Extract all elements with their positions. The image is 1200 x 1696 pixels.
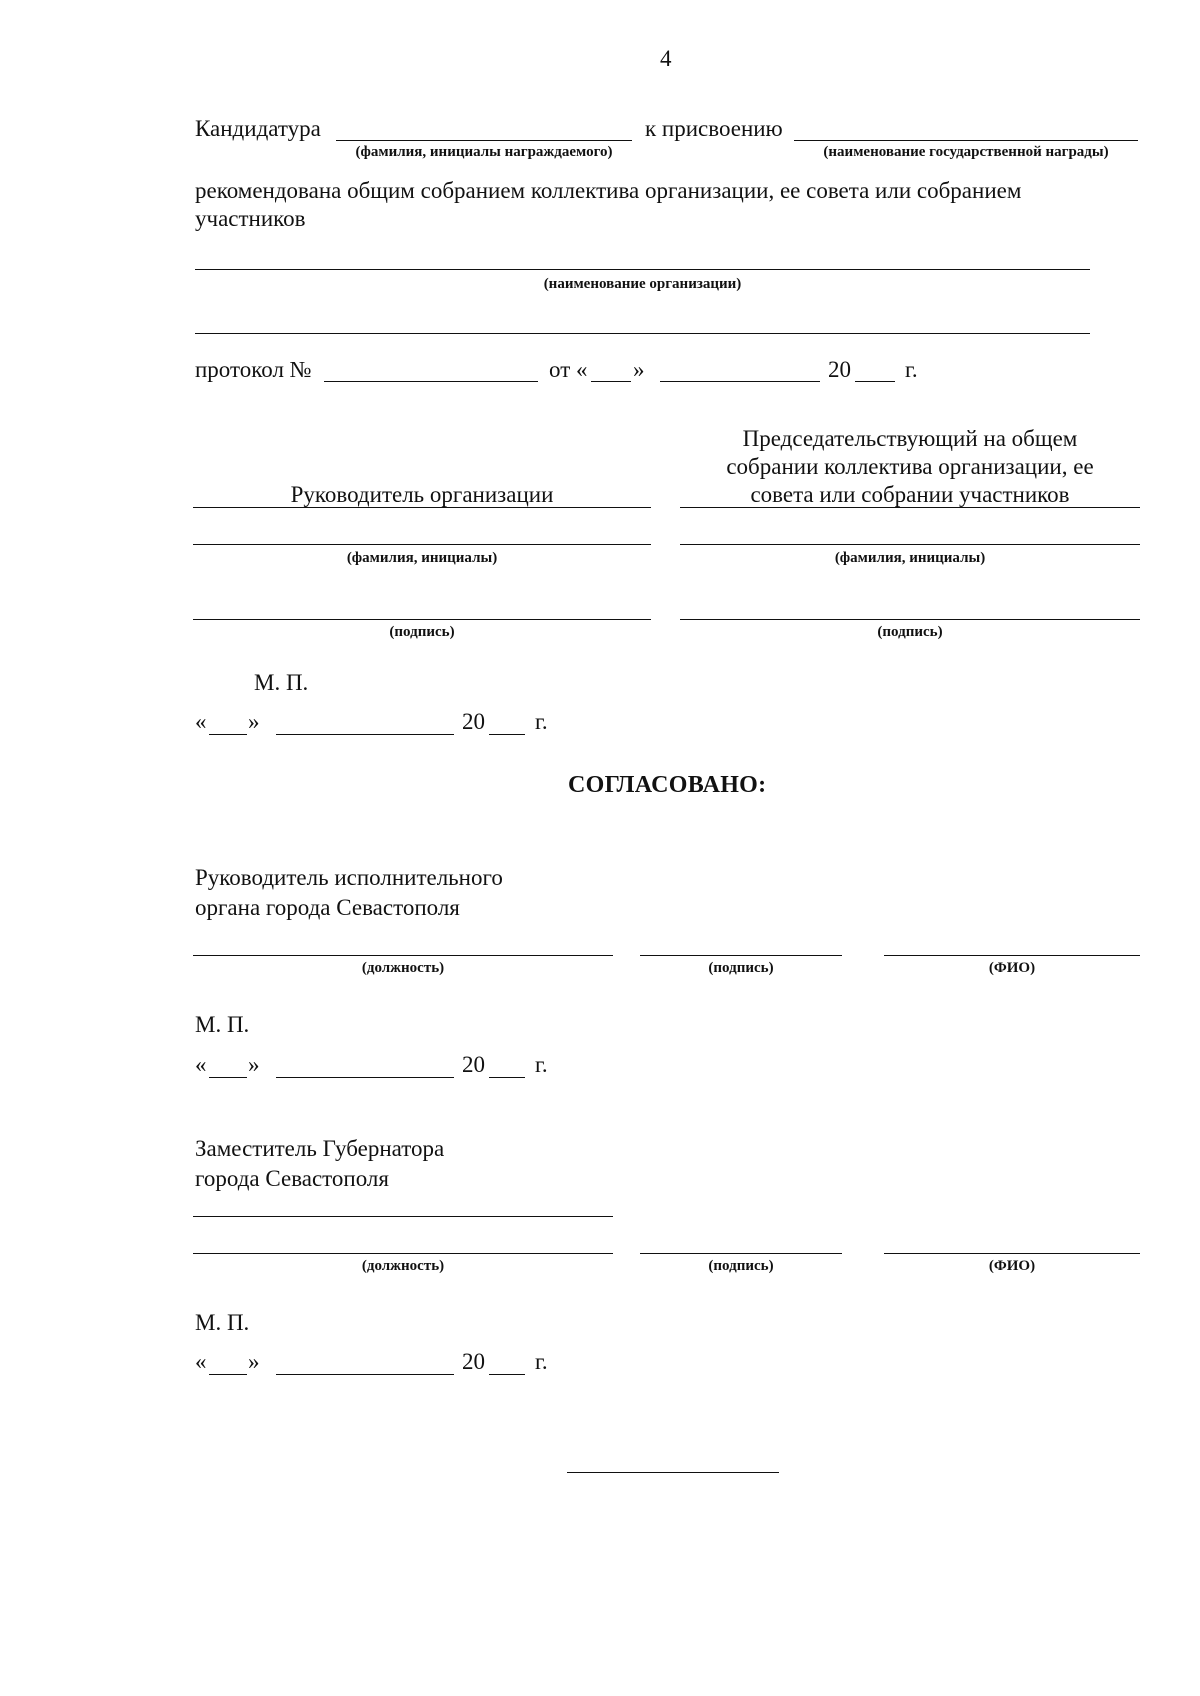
protocol-year-field[interactable] — [855, 381, 895, 382]
chair-signature-field[interactable] — [680, 619, 1140, 620]
candidate-name-caption: (фамилия, инициалы награждаемого) — [355, 144, 613, 160]
approver1-fio-field[interactable] — [884, 955, 1140, 956]
page-number: 4 — [660, 46, 672, 71]
approver1-date-year-field[interactable] — [489, 1077, 525, 1078]
approver1-signature-field[interactable] — [640, 955, 842, 956]
candidate-name-field[interactable] — [336, 140, 632, 141]
award-name-caption: (наименование государственной награды) — [823, 144, 1109, 160]
approver2-title-line1: Заместитель Губернатора — [195, 1136, 445, 1161]
protocol-year-suffix: г. — [905, 357, 918, 382]
protocol-year-prefix: 20 — [828, 357, 851, 382]
approver1-title-line2: органа города Севастополя — [195, 895, 460, 920]
approver2-signature-caption: (подпись) — [708, 1258, 774, 1274]
approved-heading: СОГЛАСОВАНО: — [568, 772, 767, 798]
seal-mark: М. П. — [254, 670, 309, 695]
approver2-date-year-field[interactable] — [489, 1374, 525, 1375]
approver2-title-line2: города Севастополя — [195, 1166, 389, 1191]
candidate-label: Кандидатура — [195, 116, 321, 141]
approver2-date-close: » — [248, 1349, 260, 1374]
chair-signature-caption: (подпись) — [877, 624, 943, 640]
date-close-quote: » — [248, 709, 260, 734]
approver2-date-month-field[interactable] — [276, 1374, 454, 1375]
organization-name-field[interactable] — [195, 269, 1090, 270]
approver2-year-prefix: 20 — [462, 1349, 485, 1374]
date-year-suffix: г. — [535, 709, 548, 734]
recommendation-line2: участников — [195, 206, 306, 231]
award-name-field[interactable] — [794, 140, 1138, 141]
chair-name-field[interactable] — [680, 544, 1140, 545]
approver1-seal: М. П. — [195, 1012, 250, 1037]
approver1-position-field[interactable] — [193, 955, 613, 956]
approver2-seal: М. П. — [195, 1310, 250, 1335]
protocol-label: протокол № — [195, 357, 312, 382]
head-title-underline — [193, 507, 651, 508]
approver1-signature-caption: (подпись) — [708, 960, 774, 976]
protocol-day-field[interactable] — [591, 381, 631, 382]
approver1-date-day-field[interactable] — [209, 1077, 247, 1078]
approver2-fio-field[interactable] — [884, 1253, 1140, 1254]
chair-title-line2: собрании коллектива организации, ее — [726, 454, 1094, 479]
approver2-position-caption: (должность) — [361, 1258, 445, 1274]
organization-name-field-2[interactable] — [195, 333, 1090, 334]
head-name-caption: (фамилия, инициалы) — [346, 550, 498, 566]
approver1-position-caption: (должность) — [361, 960, 445, 976]
date-year-field[interactable] — [489, 734, 525, 735]
head-signature-caption: (подпись) — [389, 624, 455, 640]
date-day-field[interactable] — [209, 734, 247, 735]
approver1-title-line1: Руководитель исполнительного — [195, 865, 503, 890]
approver1-year-prefix: 20 — [462, 1052, 485, 1077]
organization-name-caption: (наименование организации) — [543, 276, 742, 292]
chair-title-line1: Председательствующий на общем — [742, 426, 1078, 451]
head-name-field[interactable] — [193, 544, 651, 545]
approver2-extra-line[interactable] — [193, 1216, 613, 1217]
approver1-date-open: « — [195, 1052, 207, 1077]
date-year-prefix: 20 — [462, 709, 485, 734]
chair-name-caption: (фамилия, инициалы) — [834, 550, 986, 566]
approver1-year-suffix: г. — [535, 1052, 548, 1077]
head-title: Руководитель организации — [290, 482, 554, 507]
approver1-fio-caption: (ФИО) — [988, 960, 1036, 976]
chair-title-underline — [680, 507, 1140, 508]
protocol-quote-close: » — [633, 357, 645, 382]
protocol-from: от « — [549, 357, 588, 382]
approver1-date-month-field[interactable] — [276, 1077, 454, 1078]
award-prefix: к присвоению — [645, 116, 783, 141]
approver2-date-open: « — [195, 1349, 207, 1374]
recommendation-line1: рекомендована общим собранием коллектива организации, ее совета или собранием — [195, 178, 1022, 203]
head-signature-field[interactable] — [193, 619, 651, 620]
approver1-date-close: » — [248, 1052, 260, 1077]
approver2-date-day-field[interactable] — [209, 1374, 247, 1375]
protocol-number-field[interactable] — [324, 381, 538, 382]
date-open-quote: « — [195, 709, 207, 734]
chair-title-line3: совета или собрании участников — [750, 482, 1070, 507]
approver2-signature-field[interactable] — [640, 1253, 842, 1254]
date-month-field[interactable] — [276, 734, 454, 735]
protocol-month-field[interactable] — [660, 381, 820, 382]
approver2-year-suffix: г. — [535, 1349, 548, 1374]
approver2-position-field[interactable] — [193, 1253, 613, 1254]
approver2-fio-caption: (ФИО) — [988, 1258, 1036, 1274]
closing-rule — [567, 1472, 779, 1473]
